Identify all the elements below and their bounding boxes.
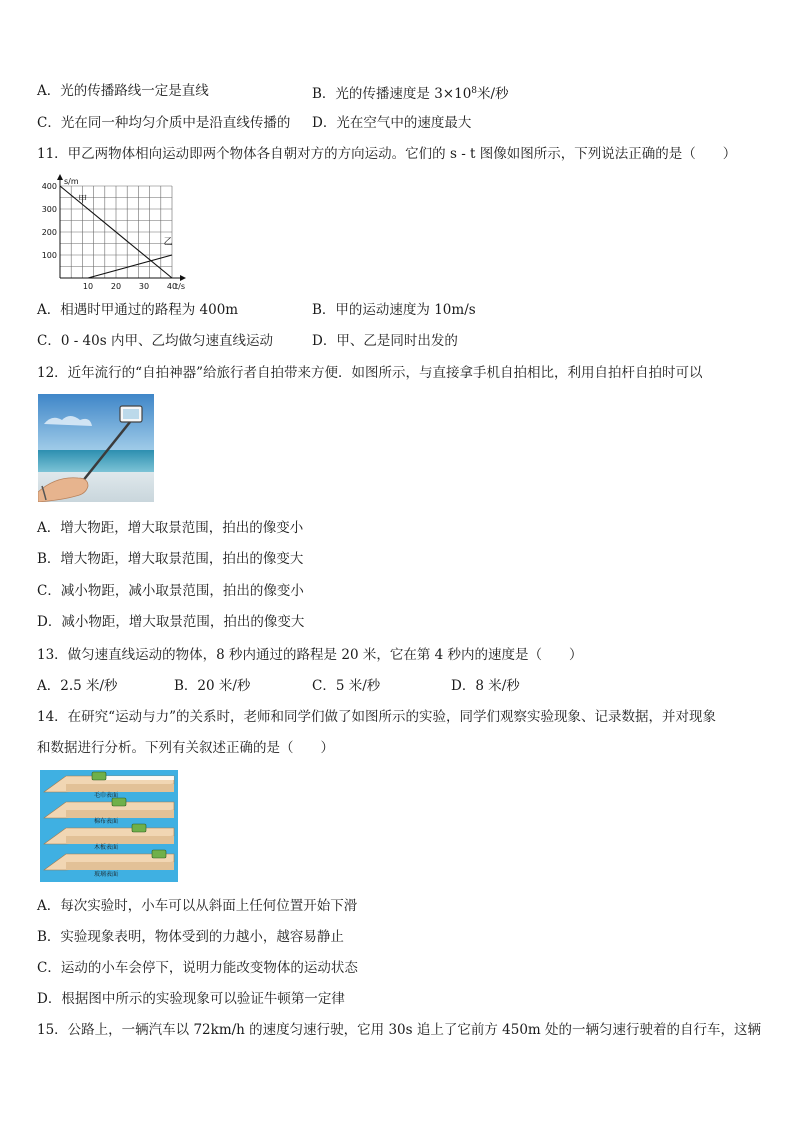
label-glass-surface: 玻璃表面: [94, 871, 119, 878]
q10-option-a: A．光的传播路线一定是直线: [37, 83, 209, 99]
x-axis-arrow: [180, 275, 186, 281]
q10-option-b-unit: 米/秒: [477, 86, 509, 102]
ramp-glass: [44, 850, 174, 870]
q10-option-b: [312, 82, 509, 103]
q11-option-a: A．相遇时甲通过的路程为 400m: [37, 302, 239, 318]
q12-option-d: D．减小物距，增大取景范围，拍出的像变大: [37, 614, 305, 630]
q13-option-b: B．20 米/秒: [174, 678, 251, 694]
friction-experiment-figure: [40, 770, 178, 882]
x-tick-label: 20: [110, 282, 122, 291]
y-tick-label: 200: [41, 228, 57, 237]
q13-option-d: D．8 米/秒: [451, 678, 520, 694]
x-axis-title: t/s: [175, 282, 185, 291]
graph-axes: [57, 174, 186, 281]
graph-labels: [42, 177, 185, 291]
q12-option-a: A．增大物距，增大取景范围，拍出的像变小: [37, 520, 304, 536]
q14-option-b: B．实验现象表明，物体受到的力越小，越容易静止: [37, 929, 344, 945]
q14-option-a: A．每次实验时，小车可以从斜面上任何位置开始下滑: [37, 898, 358, 914]
label-cotton-surface: 棉布表面: [94, 818, 119, 825]
y-tick-label: 100: [41, 251, 57, 260]
q12-option-b: B．增大物距，增大取景范围，拍出的像变大: [37, 551, 304, 567]
q11-option-c: C．0 - 40s 内甲、乙均做匀速直线运动: [37, 333, 273, 349]
x-tick-label: 10: [82, 282, 94, 291]
selfie-stick-photo: [38, 394, 154, 502]
ramp-towel: [44, 772, 174, 792]
q14-stem-line1: 14．在研究“运动与力”的关系时，老师和同学们做了如图所示的实验，同学们观察实验现象、记录数据，并对现象: [37, 709, 716, 725]
q12-option-c: C．减小物距，减小取景范围，拍出的像变小: [37, 583, 304, 599]
cart-4: [152, 850, 166, 858]
q11-option-b: B．甲的运动速度为 10m/s: [312, 302, 476, 318]
y-tick-label: 300: [41, 205, 57, 214]
q14-option-d: D．根据图中所示的实验现象可以验证牛顿第一定律: [37, 991, 345, 1007]
ramp-wood: [44, 824, 174, 844]
x-tick-label: 40: [166, 282, 178, 291]
q11-option-d: D．甲、乙是同时出发的: [312, 333, 458, 349]
q11-stem: 11．甲乙两物体相向运动即两个物体各自朝对方的方向运动。它们的 s - t 图像如图所示，下列说法正确的是（ ）: [37, 146, 737, 162]
st-graph: [36, 170, 196, 296]
label-towel-surface: 毛巾表面: [94, 792, 119, 799]
q10-option-d: D．光在空气中的速度最大: [312, 115, 472, 131]
q13-option-a: A．2.5 米/秒: [37, 678, 118, 694]
q10-option-c: C．光在同一种均匀介质中是沿直线传播的: [37, 115, 291, 131]
y-axis-arrow: [57, 174, 63, 180]
y-tick-label: 400: [41, 182, 57, 191]
ramp-cotton: [44, 798, 174, 818]
q13-option-c: C．5 米/秒: [312, 678, 381, 694]
ramps-drawing: [40, 770, 178, 882]
series-label-yi: 乙: [163, 237, 173, 248]
q12-stem: 12．近年流行的“自拍神器”给旅行者自拍带来方便．如图所示，与直接拿手机自拍相比，利用自拍杆自拍时可以: [37, 365, 703, 381]
x-tick-label: 30: [138, 282, 150, 291]
sea-area: [38, 450, 154, 472]
y-axis-title: s/m: [64, 177, 79, 186]
q10-option-b-exponent: 8: [471, 86, 478, 96]
cart-3: [132, 824, 146, 832]
label-wood-surface: 木板表面: [94, 844, 119, 851]
series-label-jia: 甲: [78, 195, 88, 206]
phone-screen: [123, 409, 139, 419]
q10-option-b-text: B．光的传播速度是 3×10: [312, 86, 472, 102]
q14-option-c: C．运动的小车会停下，说明力能改变物体的运动状态: [37, 960, 358, 976]
q15-stem: 15．公路上，一辆汽车以 72km/h 的速度匀速行驶，它用 30s 追上了它前方 450m 处的一辆匀速行驶着的自行车，这辆: [37, 1022, 762, 1038]
q14-stem-line2: 和数据进行分析。下列有关叙述正确的是（ ）: [37, 740, 334, 756]
cart-1: [92, 772, 106, 780]
q13-stem: 13．做匀速直线运动的物体，8 秒内通过的路程是 20 米，它在第 4 秒内的速度是（ ）: [37, 647, 583, 663]
cart-2: [112, 798, 126, 806]
